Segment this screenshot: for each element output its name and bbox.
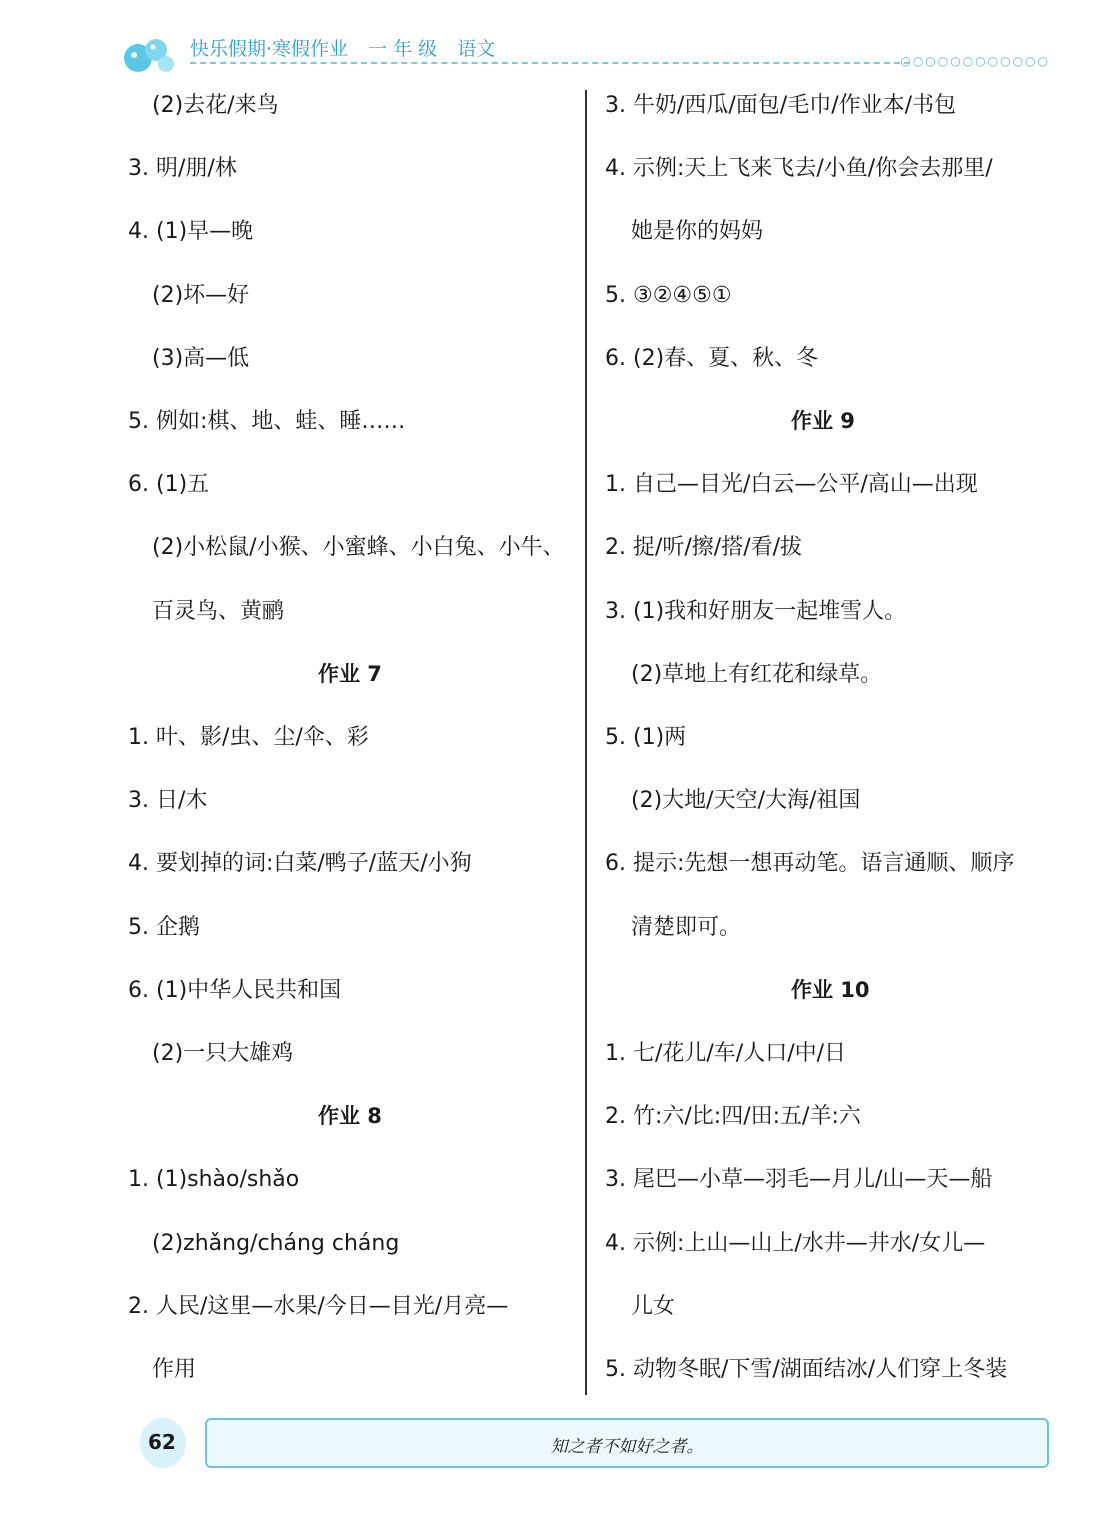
answer-line: 3. 明/朋/林 (128, 156, 237, 182)
answer-line: 1. (1)shào/shǎo (128, 1167, 300, 1193)
book-title: 快乐假期·寒假作业 (190, 38, 349, 60)
answer-line: 5. ③②④⑤① (605, 282, 732, 308)
grade-label: 一 年 级 (368, 38, 438, 60)
answer-line: (2)去花/来鸟 (152, 93, 279, 118)
answer-line: 6. (1)中华人民共和国 (128, 977, 342, 1003)
answer-line: 3. (1)我和好朋友一起堆雪人。 (605, 598, 907, 624)
section-heading: 作业 9 (791, 409, 855, 433)
answer-line: (3)高—低 (152, 345, 250, 371)
answer-line: 1. 叶、影/虫、尘/伞、彩 (128, 725, 369, 750)
section-heading: 作业 8 (318, 1104, 382, 1129)
answer-line: 6. 提示:先想一想再动笔。语言通顺、顺序 (605, 851, 1015, 877)
header-dots-decoration: ○○○○○○○○○○○○ (900, 54, 1050, 68)
page-footer (140, 1408, 1060, 1478)
answer-line: 2. 人民/这里—水果/今日—目光/月亮— (128, 1293, 509, 1319)
subject-label: 语文 (457, 38, 496, 60)
answer-line: 1. 自己—目光/白云—公平/高山—出现 (605, 472, 978, 498)
header-title (190, 34, 509, 61)
answer-line: (2)坏—好 (152, 282, 250, 308)
answer-line: 5. 例如:棋、地、蛙、睡…… (128, 409, 406, 434)
answer-line: 3. 日/木 (128, 788, 208, 814)
answer-line: 作用 (152, 1357, 197, 1382)
answer-line: 清楚即可。 (631, 914, 742, 940)
page-number: 62 (148, 1430, 176, 1454)
answer-line: (2)一只大雄鸡 (152, 1041, 294, 1066)
section-heading: 作业 10 (791, 977, 870, 1002)
answer-line: 4. 示例:天上飞来飞去/小鱼/你会去那里/ (605, 156, 993, 182)
answer-line: 百灵鸟、黄鹂 (152, 598, 285, 624)
answer-line: 她是你的妈妈 (631, 219, 764, 245)
answer-line: 2. 捉/听/擦/搭/看/拔 (605, 535, 803, 561)
section-heading: 作业 7 (318, 661, 382, 686)
motto-text: 知之者不如好之者。 (550, 1437, 704, 1457)
answer-line: 儿女 (631, 1293, 676, 1319)
header-dashed-line (190, 62, 910, 64)
column-divider (585, 90, 587, 1395)
answer-line: (2)zhǎng/cháng cháng (152, 1230, 400, 1256)
answer-line: 6. (2)春、夏、秋、冬 (605, 345, 819, 371)
answer-line: 6. (1)五 (128, 472, 210, 498)
answer-line: 4. (1)早—晚 (128, 219, 254, 245)
page-header (120, 28, 1060, 68)
answer-line: 3. 牛奶/西瓜/面包/毛巾/作业本/书包 (605, 93, 957, 118)
answer-line: 3. 尾巴—小草—羽毛—月儿/山—天—船 (605, 1167, 993, 1193)
answer-line: 4. 示例:上山—山上/水井—井水/女儿— (605, 1230, 986, 1256)
answer-line: 4. 要划掉的词:白菜/鸭子/蓝天/小狗 (128, 851, 472, 877)
answer-line: 5. (1)两 (605, 725, 687, 750)
answer-line: 2. 竹:六/比:四/田:五/羊:六 (605, 1104, 861, 1130)
answer-line: 1. 七/花儿/车/人口/中/日 (605, 1041, 847, 1066)
answer-line: 5. 动物冬眠/下雪/湖面结冰/人们穿上冬装 (605, 1357, 1008, 1382)
answer-line: (2)小松鼠/小猴、小蜜蜂、小白兔、小牛、 (152, 535, 565, 561)
cartoon-logo-icon (120, 28, 180, 78)
answer-line: 5. 企鹅 (128, 914, 200, 940)
answer-line: (2)草地上有红花和绿草。 (631, 661, 883, 687)
motto-banner (205, 1418, 1049, 1468)
answer-line: (2)大地/天空/大海/祖国 (631, 788, 861, 814)
